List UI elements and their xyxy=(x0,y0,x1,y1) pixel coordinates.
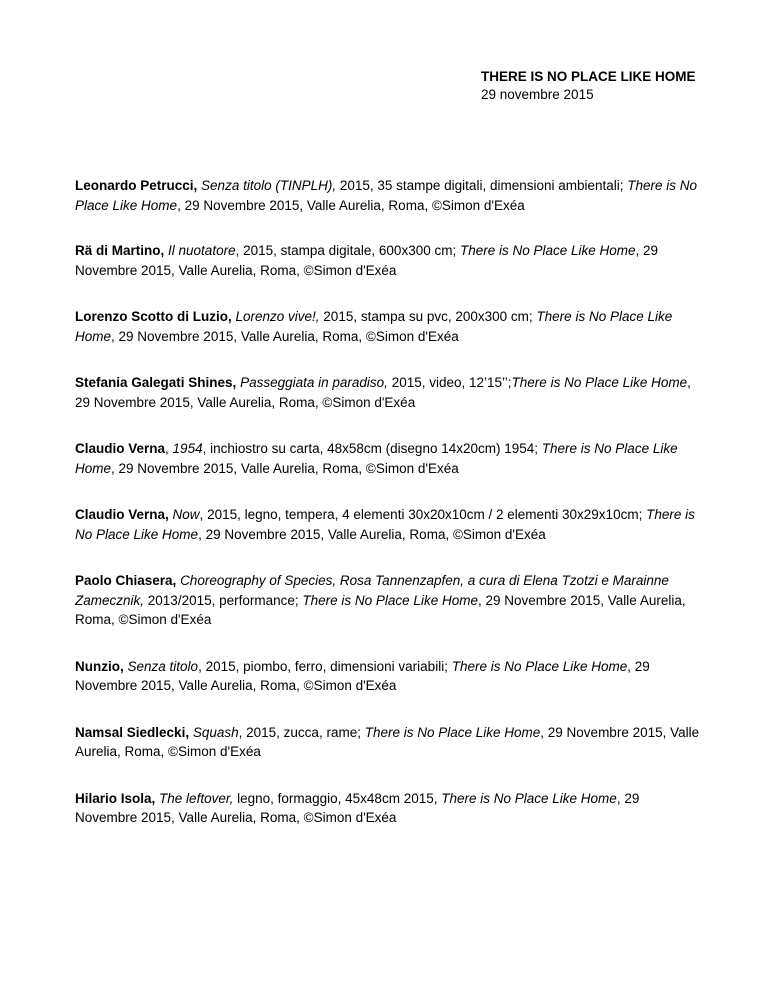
exhibition-title: There is No Place Like Home xyxy=(364,724,541,740)
caption-entry xyxy=(75,571,705,630)
work-title: Now xyxy=(172,507,200,522)
work-details: , inchiostro su carta, 48x58cm (disegno 14x20cm) 1954; xyxy=(202,441,542,456)
photo-credit: , 29 Novembre 2015, Valle Aurelia, Roma, ©Simon d'Exéa xyxy=(75,375,691,410)
photo-credit: , 29 Novembre 2015, Valle Aurelia, Roma, ©Simon d'Exéa xyxy=(75,658,650,693)
work-details: , 2015, legno, tempera, 4 elementi 30x20x10cm / 2 elementi 30x29x10cm; xyxy=(199,507,647,522)
photo-credit: , 29 Novembre 2015, Valle Aurelia, Roma, ©Simon d'Exéa xyxy=(111,328,459,344)
work-title: Lorenzo vive!, xyxy=(235,309,320,324)
caption-entry xyxy=(75,307,705,346)
photo-credit: , 29 Novembre 2015, Valle Aurelia, Roma, ©Simon d'Exéa xyxy=(75,592,686,627)
caption-entry xyxy=(75,657,705,696)
artist-name: Claudio Verna, xyxy=(75,507,169,522)
caption-entry xyxy=(75,789,705,828)
exhibition-title: There is No Place Like Home xyxy=(511,375,688,390)
artist-name: Lorenzo Scotto di Luzio, xyxy=(75,309,232,324)
work-title: The leftover, xyxy=(159,790,234,806)
exhibition-title: There is No Place Like Home xyxy=(441,790,617,806)
work-title: 1954 xyxy=(172,441,203,456)
photo-credit: , 29 Novembre 2015, Valle Aurelia, Roma, ©Simon d'Exéa xyxy=(111,460,459,476)
artist-name: Namsal Siedlecki, xyxy=(75,724,190,740)
artist-name: Rä di Martino, xyxy=(75,243,165,258)
photo-credit: , 29 Novembre 2015, Valle Aurelia, Roma, ©Simon d'Exéa xyxy=(198,526,546,542)
exhibition-title: There is No Place Like Home xyxy=(302,592,478,608)
work-details: legno, formaggio, 45x48cm 2015, xyxy=(233,790,442,806)
document-title: THERE IS NO PLACE LIKE HOME xyxy=(481,69,696,84)
work-details: 2015, stampa su pvc, 200x300 cm; xyxy=(319,309,537,324)
photo-credit: , 29 Novembre 2015, Valle Aurelia, Roma, ©Simon d'Exéa xyxy=(75,724,700,759)
caption-entry xyxy=(75,723,705,762)
artist-name: Paolo Chiasera, xyxy=(75,573,177,588)
work-title: Squash xyxy=(192,724,239,740)
artist-name: Stefania Galegati Shines, xyxy=(75,375,237,390)
work-details: 2013/2015, performance; xyxy=(144,592,303,608)
exhibition-title: There is No Place Like Home xyxy=(75,178,698,213)
exhibition-title: There is No Place Like Home xyxy=(75,441,678,476)
caption-entry xyxy=(75,439,705,478)
photo-credit: , 29 Novembre 2015, Valle Aurelia, Roma, ©Simon d'Exéa xyxy=(75,243,659,278)
caption-list xyxy=(75,176,705,855)
artist-name: Hilario Isola, xyxy=(75,790,156,806)
work-details: , 2015, piombo, ferro, dimensioni variabili; xyxy=(198,658,452,674)
document-header xyxy=(481,68,696,104)
caption-entry xyxy=(75,176,705,215)
exhibition-title: There is No Place Like Home xyxy=(75,507,695,542)
photo-credit: , 29 Novembre 2015, Valle Aurelia, Roma, ©Simon d'Exéa xyxy=(75,790,640,825)
work-details: , 2015, zucca, rame; xyxy=(238,724,365,740)
exhibition-title: There is No Place Like Home xyxy=(459,243,636,258)
work-details: , 2015, stampa digitale, 600x300 cm; xyxy=(235,243,460,258)
work-details: 2015, 35 stampe digitali, dimensioni ambientali; xyxy=(336,178,628,193)
caption-entry xyxy=(75,373,705,412)
caption-entry xyxy=(75,241,705,280)
caption-entry xyxy=(75,505,705,544)
work-title: Passeggiata in paradiso, xyxy=(240,375,388,390)
artist-separator: , xyxy=(165,441,173,456)
document-date: 29 novembre 2015 xyxy=(481,87,594,102)
photo-credit: , 29 Novembre 2015, Valle Aurelia, Roma, ©Simon d'Exéa xyxy=(177,197,525,213)
work-title: Choreography of Species, Rosa Tannenzapfen, a cura di Elena Tzotzi e Marainne Zamecznik, xyxy=(75,573,669,608)
artist-name: Nunzio, xyxy=(75,658,124,674)
exhibition-title: There is No Place Like Home xyxy=(75,309,673,344)
work-title: Senza titolo xyxy=(127,658,199,674)
work-title: Il nuotatore xyxy=(168,243,236,258)
exhibition-title: There is No Place Like Home xyxy=(451,658,628,674)
artist-name: Leonardo Petrucci, xyxy=(75,178,198,193)
work-details: 2015, video, 12’15’’; xyxy=(387,375,512,390)
artist-name: Claudio Verna xyxy=(75,441,166,456)
work-title: Senza titolo (TINPLH), xyxy=(201,178,337,193)
